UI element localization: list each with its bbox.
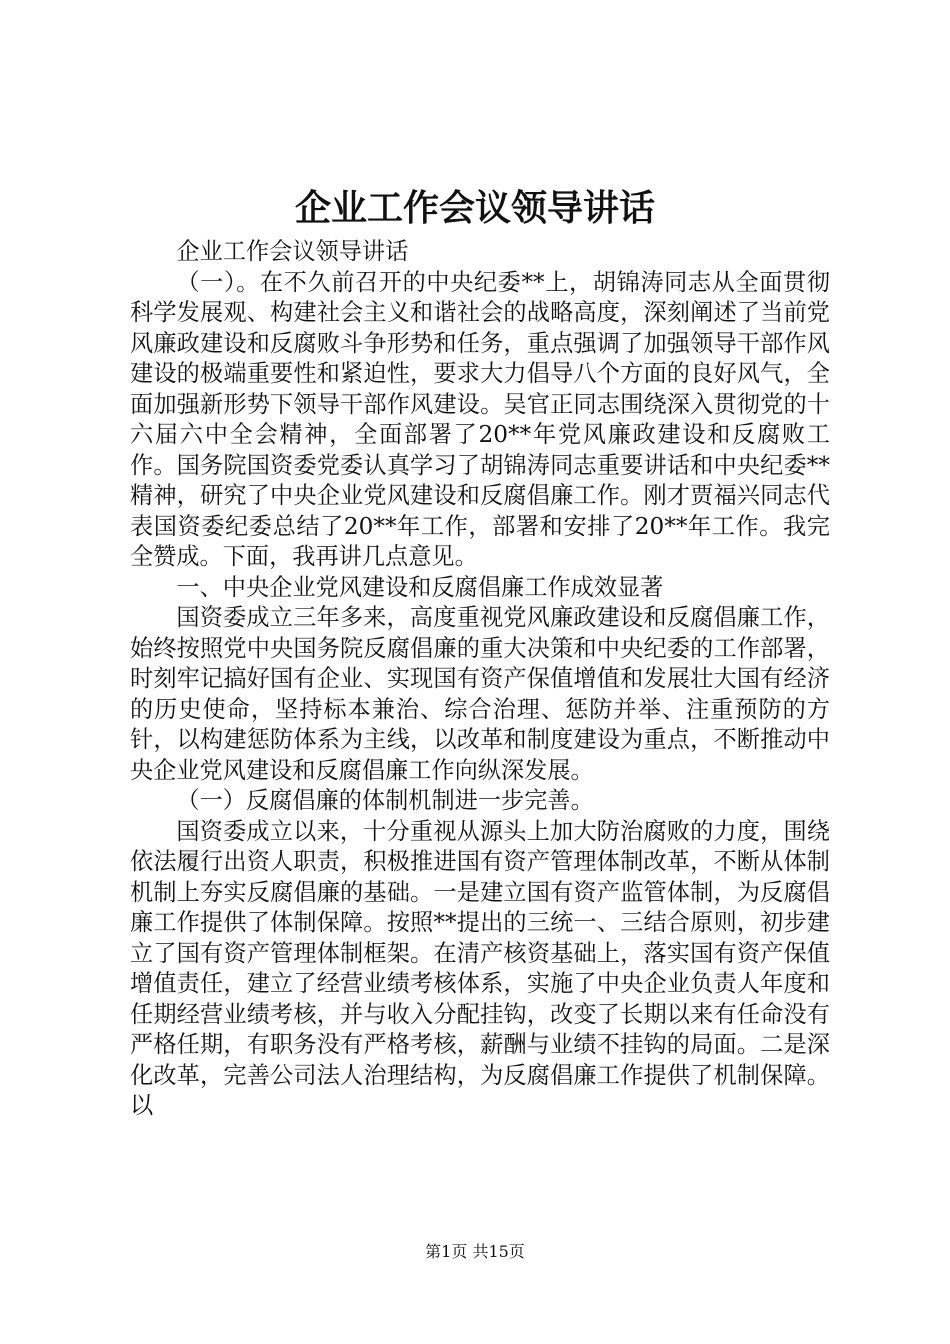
paragraph-subsection-1: 国资委成立以来，十分重视从源头上加大防治腐败的力度，围绕依法履行出资人职责，积极推进国有资产管理体制改革，不断从体制机制上夯实反腐倡廉的基础。一是建立国有资产监管体制，为反腐倡廉工作提供了体制保障。按照**提出的三统一、三结合原则，初步建立了国有资产管理体制框架。在清产核资基础上，落实国有资产保值增值责任，建立了经营业绩考核体系，实施了中央企业负责人年度和任期经营业绩考核，并与收入分配挂钩，改变了长期以来有任命没有严格任期，有职务没有严格考核，薪酬与业绩不挂钩的局面。二是深化改革，完善公司法人治理结构，为反腐倡廉工作提供了机制保障。以 [130, 817, 830, 1119]
document-body [130, 237, 830, 1122]
section-heading-1: 一、中央企业党风建设和反腐倡廉工作成效显著 [176, 573, 664, 601]
subsection-heading-1: （一）反腐倡廉的体制机制进一步完善。 [176, 787, 594, 814]
paragraph-subtitle: 企业工作会议领导讲话 [176, 238, 409, 265]
document-title: 企业工作会议领导讲话 [294, 187, 655, 229]
paragraph-intro: （一）。在不久前召开的中央纪委**上，胡锦涛同志从全面贯彻科学发展观、构建社会主义和谐社会的战略高度，深刻阐述了当前党风廉政建设和反腐败斗争形势和任务，重点强调了加强领导干部作风建设的极端重要性和紧迫性，要求大力倡导八个方面的良好风气，全面加强新形势下领导干部作风建设。吴官正同志围绕深入贯彻党的十六届六中全会精神，全面部署了20**年党风廉政建设和反腐败工作。国务院国资委党委认真学习了胡锦涛同志重要讲话和中央纪委**精神，研究了中央企业党风建设和反腐倡廉工作。刚才贾福兴同志代表国资委纪委总结了20**年工作，部署和安排了20**年工作。我完全赞成。下面，我再讲几点意见。 [130, 268, 830, 570]
paragraph-section-1: 国资委成立三年多来，高度重视党风廉政建设和反腐倡廉工作，始终按照党中央国务院反腐倡廉的重大决策和中央纪委的工作部署，时刻牢记搞好国有企业、实现国有资产保值增值和发展壮大国有经济的历史使命，坚持标本兼治、综合治理、惩防并举、注重预防的方针，以构建惩防体系为主线，以改革和制度建设为重点，不断推动中央企业党风建设和反腐倡廉工作向纵深发展。 [130, 604, 830, 784]
page-number-footer: 第1页 共15页 [425, 1242, 525, 1261]
